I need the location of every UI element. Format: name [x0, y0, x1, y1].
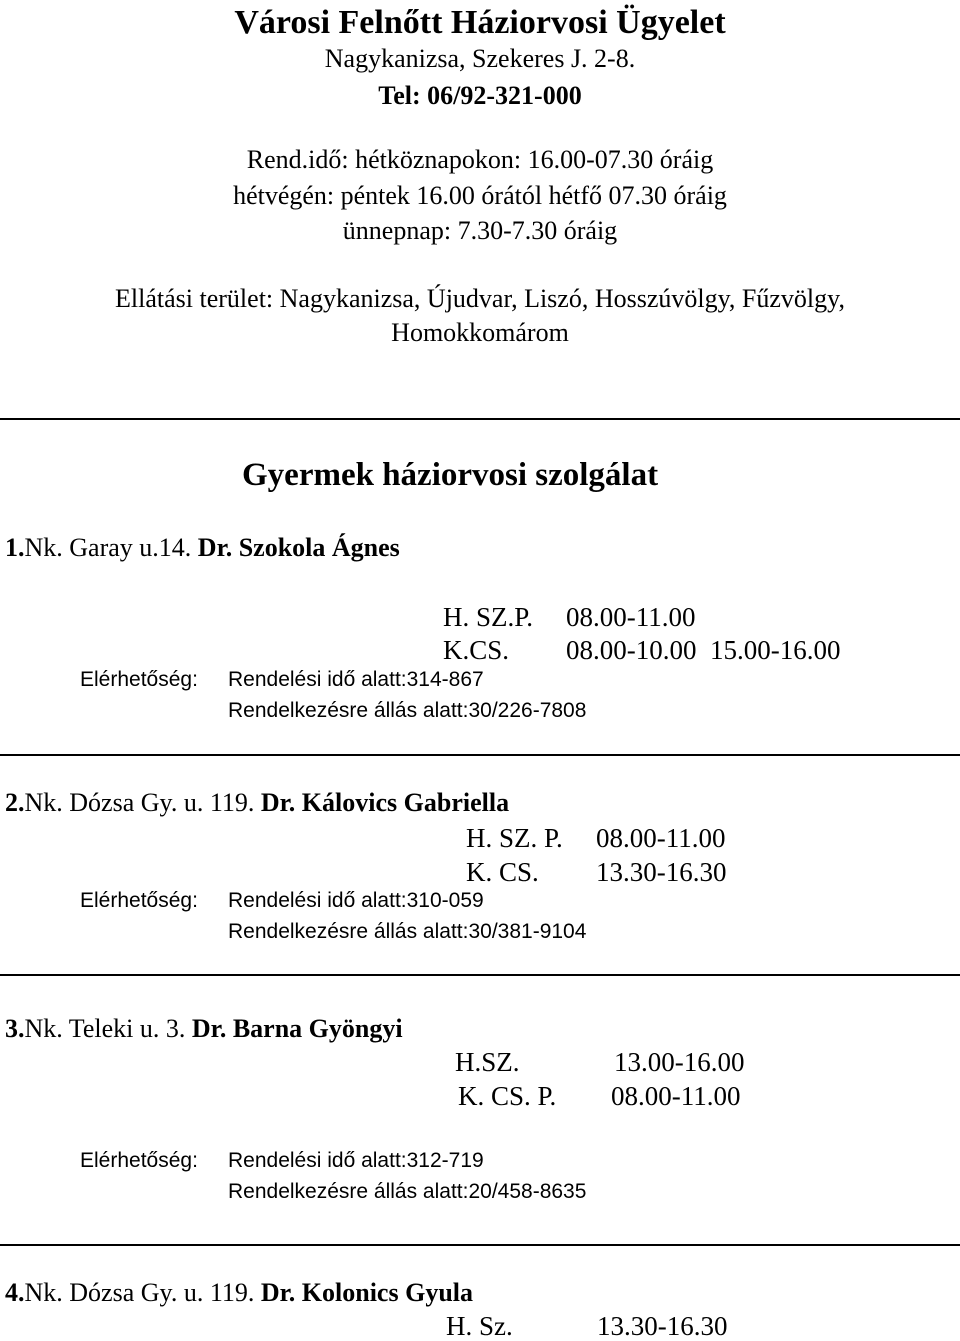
entry-2-title: [5, 790, 509, 816]
hours-weekday: Rend.idő: hétköznapokon: 16.00-07.30 óráig: [246, 145, 714, 174]
schedule-days: H. SZ.P.: [443, 602, 534, 632]
divider: [0, 1244, 960, 1246]
doctor-name: Dr. Barna Gyöngyi: [191, 1014, 403, 1043]
schedule-times: 08.00-11.00: [611, 1081, 741, 1111]
service-area-line-1: Ellátási terület: Nagykanizsa, Újudvar, Liszó, Hosszúvölgy, Fűzvölgy,: [115, 284, 845, 313]
doctor-name: Dr. Kálovics Gabriella: [260, 788, 510, 817]
section-heading: Gyermek háziorvosi szolgálat: [242, 457, 659, 493]
schedule-days: H. SZ. P.: [466, 823, 563, 853]
contact-office-phone: Rendelési idő alatt:312-719: [228, 1149, 484, 1172]
divider: [0, 418, 960, 420]
page-title: Városi Felnőtt Háziorvosi Ügyelet: [234, 4, 726, 41]
schedule-times: 08.00-11.00: [596, 823, 726, 853]
divider: [0, 754, 960, 756]
entry-4-title: [5, 1280, 473, 1306]
schedule-days: K. CS.: [466, 857, 539, 887]
entry-number: 1.: [5, 533, 25, 562]
schedule-times: 08.00-11.00: [566, 602, 696, 632]
contact-oncall-phone: Rendelkezésre állás alatt:30/381-9104: [228, 920, 587, 943]
schedule-times: 13.00-16.00: [614, 1047, 745, 1077]
entry-address: Nk. Dózsa Gy. u. 119.: [24, 1278, 255, 1307]
entry-address: Nk. Teleki u. 3.: [24, 1014, 186, 1043]
schedule-days: K.CS.: [443, 635, 510, 665]
phone-line: Tel: 06/92-321-000: [378, 81, 582, 110]
contact-office-phone: Rendelési idő alatt:314-867: [228, 668, 484, 691]
contact-label: Elérhetőség:: [80, 1149, 198, 1172]
schedule-days: H.SZ.: [455, 1047, 520, 1077]
schedule-times: 13.30-16.30: [597, 1311, 728, 1341]
schedule-times: 08.00-10.00 15.00-16.00: [566, 635, 841, 665]
entry-number: 2.: [5, 788, 25, 817]
contact-office-phone: Rendelési idő alatt:310-059: [228, 889, 484, 912]
service-area-line-2: Homokkomárom: [391, 318, 569, 347]
contact-label: Elérhetőség:: [80, 668, 198, 691]
divider: [0, 974, 960, 976]
address-line: Nagykanizsa, Szekeres J. 2-8.: [324, 44, 636, 73]
entry-1-title: [5, 535, 400, 561]
schedule-days: H. Sz.: [446, 1311, 513, 1341]
doctor-name: Dr. Szokola Ágnes: [197, 533, 400, 562]
schedule-times: 13.30-16.30: [596, 857, 727, 887]
hours-holiday: ünnepnap: 7.30-7.30 óráig: [342, 216, 618, 245]
contact-label: Elérhetőség:: [80, 889, 198, 912]
doctor-name: Dr. Kolonics Gyula: [260, 1278, 474, 1307]
entry-number: 4.: [5, 1278, 25, 1307]
schedule-days: K. CS. P.: [458, 1081, 557, 1111]
entry-3-title: [5, 1016, 403, 1042]
entry-address: Nk. Dózsa Gy. u. 119.: [24, 788, 255, 817]
contact-oncall-phone: Rendelkezésre állás alatt:20/458-8635: [228, 1180, 587, 1203]
contact-oncall-phone: Rendelkezésre állás alatt:30/226-7808: [228, 699, 587, 722]
hours-weekend: hétvégén: péntek 16.00 órától hétfő 07.30 óráig: [233, 181, 727, 210]
entry-number: 3.: [5, 1014, 25, 1043]
entry-address: Nk. Garay u.14.: [24, 533, 192, 562]
